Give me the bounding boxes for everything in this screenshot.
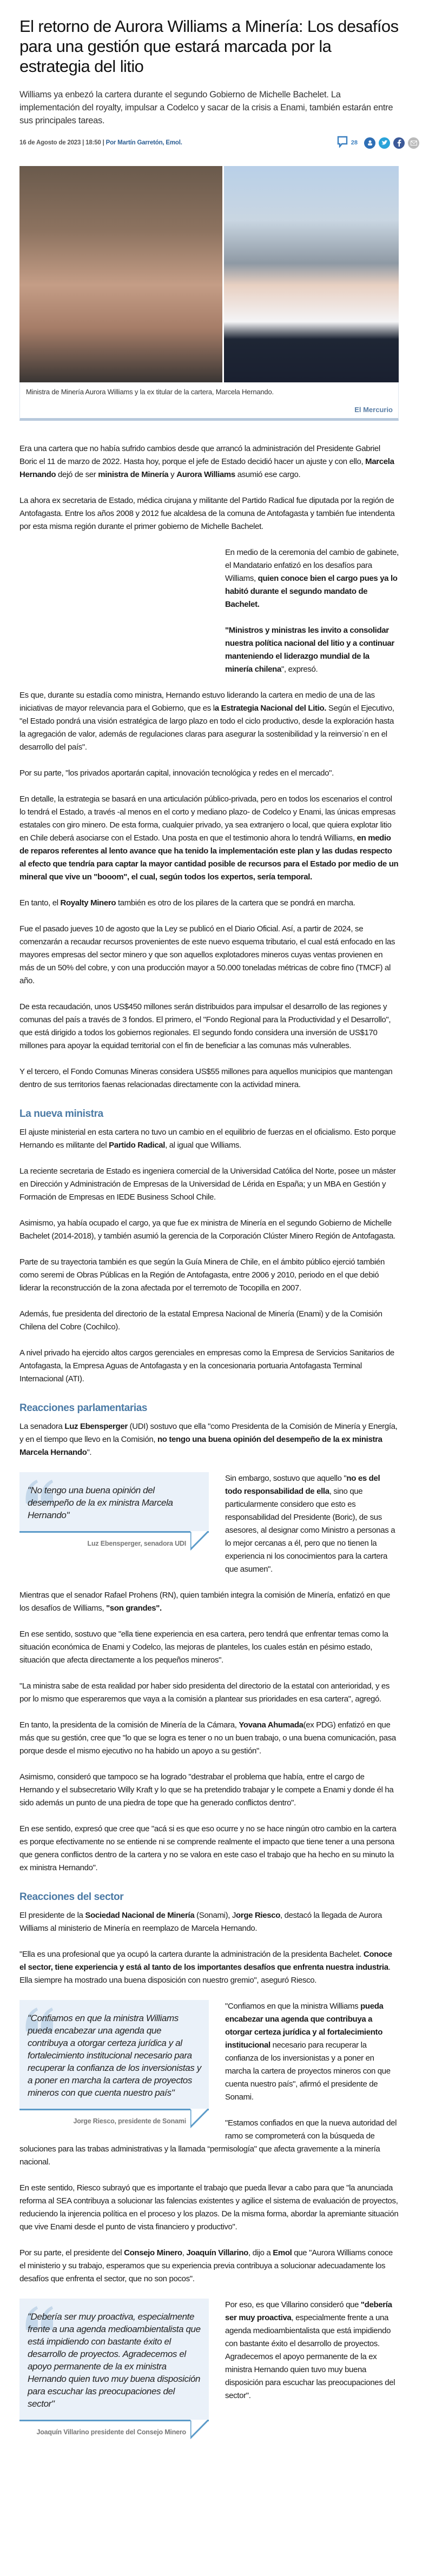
comment-count[interactable]: 28 xyxy=(351,140,358,146)
text: Es que, durante su estadía como ministra, Hernando estuvo liderando la cartera en medio de una de las iniciativas de mayor relevancia para el Gobierno, que es l xyxy=(19,691,375,713)
bold-text: pueda encabezar una agenda que contribuya a otorgar certeza jurídica y al fortalecimiento institucional xyxy=(225,2002,384,2050)
article-paragraph xyxy=(19,897,399,910)
article-paragraph xyxy=(19,1065,399,1091)
bold-text: Sociedad Nacional de Minería xyxy=(85,1911,195,1920)
community-icon[interactable] xyxy=(364,137,375,149)
article-subtitle: Williams ya enbezó la cartera durante el segundo Gobierno de Michelle Bachelet. La implementación del royalty, impulsar a Codelco y sacar de la crisis a Enami, también estarán entre sus principales tareas. xyxy=(19,90,393,125)
text: que "Aurora Williams conoce el ministerio y su trabajo, esperamos que su experiencia previa contribuya a solucionar adecuadamente los desafíos que enfrenta el sector, que no son pocos". xyxy=(19,2248,393,2283)
facebook-icon[interactable] xyxy=(393,137,405,149)
article-paragraph xyxy=(19,1948,399,1987)
bold-text: "Ministros y ministras les invito a consolidar nuestra política nacional del litio y a continuar manteniendo el liderazgo mundial de la minería chilena xyxy=(225,626,394,674)
text: "Estamos confiados en que la nueva autoridad del ramo se comprometerá con la búsqueda de soluciones para las trabas administrativas y la llamada “permisología" que afecta gravemente a la minería nacional. xyxy=(19,2118,397,2167)
text: En este sentido, Riesco subrayó que es importante el trabajo que pueda llevar a cabo para que "la anunciada reforma al SEA contribuya a solucionar las falencias existentes y agilice el sistema de evaluación de proyectos, reduciendo la injerencia política en el proceso y los plazos. De la misma forma, abordar la apremiante situación que vive Enami desde el punto de vista financiero y productivo". xyxy=(19,2183,399,2231)
article-paragraph xyxy=(19,1256,399,1295)
photo-aurora-williams xyxy=(222,166,399,382)
bold-text: Emol xyxy=(273,2248,292,2257)
text: Fue el pasado jueves 10 de agosto que la Ley se publicó en el Diario Oficial. Así, a partir de 2024, se comenzarán a recaudar recursos provenientes de este nuevo esquema tributario, el cual está enfocado en las mayores empresas del sector minero y que son aquellos explotadores mineros cuyas ventas provienen en más de un 50% del cobre, y con una producción mayor a 50.000 toneladas métricas de cobre fino (TMCF) al año. xyxy=(19,924,395,985)
text: En ese sentido, sostuvo que "ella tiene experiencia en esa cartera, pero tendrá que enfrentar temas como la situación económica de Enami y Codelco, las mejoras de planteles, los cuales están en pésimo estado, situación que afecta directamente a los pequeños mineros". xyxy=(19,1630,388,1665)
text: "Ella es una profesional que ya ocupó la cartera durante la administración de la presidenta Bachelet. xyxy=(19,1950,364,1959)
text: La senadora xyxy=(19,1422,65,1431)
article-paragraph xyxy=(19,689,399,754)
article-paragraph xyxy=(19,1308,399,1334)
comment-icon[interactable] xyxy=(337,136,348,150)
text: Asimismo, consideró que tampoco se ha logrado "destrabar el problema que había, entre el cargo de Hernando y el subsecretario Willy Kraft y lo que se ha pretendido trabajar y le compete a Enami y donde él ha sido además un punto de una piedra de tope que ha generado conflictos dentro". xyxy=(19,1772,394,1807)
text: "La ministra sabe de esta realidad por haber sido presidenta del directorio de la estatal con anterioridad, y es por lo mismo que esperaremos que vaya a la comisión a plantear sus prioridades en esa cartera", agregó. xyxy=(19,1681,390,1704)
text: y xyxy=(168,470,177,479)
pull-quote-box xyxy=(19,2000,209,2110)
bold-text: Luz Ebensperger xyxy=(64,1422,128,1431)
email-icon[interactable] xyxy=(408,137,419,149)
photo-marcela-hernando xyxy=(19,166,222,382)
article-paragraph xyxy=(19,1420,399,1459)
text: Asimismo, ya había ocupado el cargo, ya que fue ex ministra de Minería en el segundo Gobierno de Michelle Bachelet (2014-2018), y también asumió la gerencia de la Corporación Clúster Minero Región de Antofagasta. xyxy=(19,1219,395,1241)
bold-text: Partido Radical xyxy=(109,1141,166,1150)
text: . Ella siempre ha mostrado una buena disposición con nuestro gremio", aseguró Riesco. xyxy=(19,1963,391,1985)
article-paragraph xyxy=(19,1823,399,1875)
pull-quote xyxy=(19,1472,209,1560)
bold-text: "debería ser muy proactiva xyxy=(225,2300,392,2322)
article-paragraph xyxy=(19,1165,399,1204)
text: La ahora ex secretaria de Estado, médica cirujana y militante del Partido Radical fue diputada por la región de Antofagasta. Entre los años 2008 y 2012 fue alcaldesa de la comuna de Antofagasta y también fue intendenta por esta misma región durante el primer gobierno de Michelle Bachelet. xyxy=(19,496,395,531)
bold-text: Aurora Williams xyxy=(176,470,235,479)
twitter-icon[interactable] xyxy=(379,137,390,149)
text: , dijo a xyxy=(248,2248,273,2257)
text: A nivel privado ha ejercido altos cargos gerenciales en empresas como la Empresa de Servicios Sanitarios de Antofagasta, la Empresa Aguas de Antofagasta y en la concesionaria portuaria Antofagasta Terminal Internacional (ATI). xyxy=(19,1348,394,1383)
text: (UDI) sostuvo que ella "como Presidenta de la Comisión de Minería y Energía, y en el tiempo que llevo en la Comisión, xyxy=(19,1422,398,1444)
bold-text: Yovana Ahumada xyxy=(239,1720,303,1730)
bold-text: Joaquín Villarino xyxy=(186,2248,248,2257)
article-paragraph xyxy=(19,767,399,780)
bold-text: Royalty Minero xyxy=(60,898,116,908)
article-paragraph xyxy=(19,2247,399,2286)
text: (Sonami), J xyxy=(194,1911,236,1920)
text: En tanto, el xyxy=(19,898,61,908)
author-link[interactable]: Por Martín Garretón, Emol. xyxy=(105,140,182,146)
text: El presidente de la xyxy=(19,1911,85,1920)
article-image-figure xyxy=(19,166,399,421)
article-paragraph xyxy=(19,1909,399,1935)
photo-credit: El Mercurio xyxy=(354,406,393,414)
bold-text: no tengo una buena opinión del desempeño de la ex ministra Marcela Hernando xyxy=(19,1435,382,1457)
text: necesario para recuperar la confianza de los inversionistas y a poner en marcha la cartera de proyectos mineros con que cuenta nuestro país", afirmó el presidente de Sonami. xyxy=(225,2041,391,2102)
article-paragraph xyxy=(19,1680,399,1706)
bold-text: en medio de reparos referentes al lento avance que ha tenido la implementación este plan y las dudas respecto al efecto que tendría para captar la mayor cantidad posible de recursos para el Estado por medio de un mineral que vive un "booom", el cual, según todos los expertos, sería temporal. xyxy=(19,833,399,882)
bold-text: Consejo Minero xyxy=(124,2248,182,2257)
pull-quote-text: "Confiamos en que la ministra Williams pueda encabezar una agenda que contribuya a otorgar certeza jurídica y al fortalecimiento institucional necesario para recuperar la confianza de los inversionistas y a poner en marcha la cartera de proyectos mineros con que cuenta nuestro país" xyxy=(28,2013,201,2098)
article-paragraph xyxy=(19,923,399,988)
speech-tail-icon xyxy=(190,1531,209,1551)
article-title: El retorno de Aurora Williams a Minería: Los desafíos para una gestión que estará marcada por la estrategia del litio xyxy=(19,17,399,76)
text: (ex PDG) enfatizó en que más que su gestión, cree que "lo que se logra es tener o no un buen trabajo, o una buena comunicación, pasa porque desde el mismo ejecutivo no ha habido un apoyo a su gestión". xyxy=(19,1720,396,1756)
text: , especialmente frente a una agenda medioambientalista que está impidiendo con bastante éxito el desarrollo de proyectos. Agradecemos el apoyo permanente de la ex ministra Hernando quien tuvo muy buena disposición para escuchar las preocupaciones del sector". xyxy=(225,2313,395,2400)
section-heading: Reacciones parlamentarias xyxy=(19,1402,148,1414)
text: ". xyxy=(87,1448,92,1457)
section-heading: Reacciones del sector xyxy=(19,1891,124,1903)
pull-quote-box xyxy=(19,1472,209,1533)
bold-text: Conoce el sector, tiene experiencia y está al tanto de los importantes desafíos que enfrenta nuestra industria xyxy=(19,1950,392,1972)
text: asumió ese cargo. xyxy=(235,470,301,479)
text: , al igual que Williams. xyxy=(165,1141,241,1150)
article-paragraph xyxy=(19,1771,399,1810)
dateline: 16 de Agosto de 2023 | 18:50 | xyxy=(19,140,106,146)
text: En tanto, la presidenta de la comisión de Minería de la Cámara, xyxy=(19,1720,239,1730)
article-paragraph xyxy=(19,1001,399,1052)
bold-text: quien conoce bien el cargo pues ya lo habitó durante el segundo mandato de Bachelet. xyxy=(225,574,398,609)
pull-quote-author: Joaquín Villarino presidente del Consejo Minero xyxy=(36,2428,186,2436)
ad-placeholder xyxy=(19,546,209,681)
bold-text: "son grandes". xyxy=(106,1604,162,1613)
text: La reciente secretaria de Estado es ingeniera comercial de la Universidad Católica del Norte, posee un máster en Dirección y Administración de Empresas de la Universidad de Lérida en España; y un MBA en Gestión y Formación de Empresas en IEDE Business School Chile. xyxy=(19,1167,396,1202)
section-heading: La nueva ministra xyxy=(19,1108,103,1120)
text: Y el tercero, el Fondo Comunas Mineras considera US$55 millones para aquellos municipios que mantengan dentro de sus territorios faenas relacionadas directamente con la actividad minera. xyxy=(19,1067,393,1089)
article-paragraph xyxy=(19,494,399,533)
text: En detalle, la estrategia se basará en una articulación público-privada, pero en todos los escenarios el control lo tendrá el Estado, a través -al menos en el corto y mediano plazo- de Codelco y Enami, las únicas empresas estatales con giro minero. De esta forma, cualquier privado, ya sea extranjero o local, que quiera explotar litio en Chile deberá asociarse con el Estado. Una posta en que el testimonio ahora lo tendrá Williams, xyxy=(19,794,396,843)
article-paragraph xyxy=(19,793,399,884)
article-paragraph xyxy=(19,1126,399,1152)
text: ", expresó. xyxy=(281,665,318,674)
text: también es otro de los pilares de la cartera que se pondrá en marcha. xyxy=(116,898,355,908)
text: Según el Ejecutivo, "el Estado pondrá una visión estratégica de largo plazo en todo el ciclo productivo, desde la exploración hasta la agregación de valor, además de regulaciones claras para asegurar la sostenibilidad y la reinversio´n en el desarrollo del país". xyxy=(19,704,394,752)
text: Además, fue presidenta del directorio de la estatal Empresa Nacional de Minería (Enami) y de la Comisión Chilena del Cobre (Cochilco). xyxy=(19,1309,382,1332)
article-paragraph xyxy=(19,1217,399,1243)
text: Por eso, es que Villarino consideró que xyxy=(225,2300,361,2309)
speech-tail-icon xyxy=(190,2109,209,2128)
speech-tail-icon xyxy=(190,2420,209,2439)
pull-quote-author: Luz Ebensperger, senadora UDI xyxy=(87,1540,186,1547)
text: Sin embargo, sostuvo que aquello " xyxy=(225,1474,347,1483)
bold-text: a Estrategia Nacional del Litio. xyxy=(214,704,327,713)
article-paragraph xyxy=(19,1589,399,1615)
text: En medio de la ceremonia del cambio de gabinete, el Mandatario enfatizó en los desafíos para Williams, xyxy=(225,548,399,583)
bold-text: Marcela Hernando xyxy=(19,457,394,479)
text: De esta recaudación, unos US$450 millones serán distribuidos para impulsar el desarrollo de las regiones y comunas del país a través de 3 fondos. El primero, el "Fondo Regional para la Productividad y el Desarrollo", que está dirigido a todos los gobiernos regionales. El segundo fondo considera una inversión de US$170 millones para apoyar la equidad territorial con el fin de beneficiar a las comunas más vulnerables. xyxy=(19,1002,391,1050)
bold-text: ministra de Minería xyxy=(98,470,169,479)
text: El ajuste ministerial en esta cartera no tuvo un cambio en el equilibrio de fuerzas en el oficialismo. Esto porque Hernando es militante del xyxy=(19,1128,396,1150)
pull-quote xyxy=(19,2299,209,2448)
text: dejó de ser xyxy=(56,470,98,479)
pull-quote xyxy=(19,2000,209,2137)
share-bar xyxy=(337,136,419,150)
pull-quote-text: "Debería ser muy proactiva, especialmente frente a una agenda medioambientalista que está impidiendo con bastante éxito el desarrollo de proyectos. Agradecemos el apoyo permanente de la ex ministra Hernando quien tuvo muy buena disposición para escuchar las preocupaciones del sector" xyxy=(28,2312,201,2409)
image-caption xyxy=(19,382,399,421)
text: Por su parte, el presidente del xyxy=(19,2248,124,2257)
bold-text: no es del todo responsabilidad de ella xyxy=(225,1474,380,1496)
article-paragraph xyxy=(19,442,399,481)
text: , xyxy=(182,2248,187,2257)
article-photo[interactable] xyxy=(19,166,399,382)
article-meta xyxy=(19,135,399,151)
bold-text: orge Riesco xyxy=(236,1911,281,1920)
text: Era una cartera que no había sufrido cambios desde que arrancó la administración del Presidente Gabriel Boric el 11 de marzo de 2022. Hasta hoy, porque el jefe de Estado decidió hacer un ajuste y con ello, xyxy=(19,444,380,466)
article-paragraph xyxy=(19,1719,399,1758)
article-body xyxy=(19,442,399,2454)
text: En ese sentido, expresó que cree que "acá si es que eso ocurre y no se hace ningún otro cambio en la cartera es porque efectivamente no se entiende ni se comprende realmente el impacto que tiene tener a una persona que genera conflictos dentro de la cartera y no se valora en este caso el trabajo que ha hecho en su minuto la ex ministra Hernando". xyxy=(19,1824,397,1872)
text: , destacó la llegada de Aurora Williams al ministerio de Minería en reemplazo de Marcela Hernando. xyxy=(19,1911,382,1933)
pull-quote-author: Jorge Riesco, presidente de Sonami xyxy=(73,2117,186,2125)
caption-text: Ministra de Minería Aurora Williams y la ex titular de la cartera, Marcela Hernando. xyxy=(26,388,274,396)
text: Por su parte, "los privados aportarán capital, innovación tecnológica y redes en el mercado". xyxy=(19,769,334,778)
text: "Confiamos en que la ministra Williams xyxy=(225,2002,361,2011)
text: Mientras que el senador Rafael Prohens (RN), quien también integra la comisión de Minería, enfatizó en que los desafíos de Williams, xyxy=(19,1591,390,1613)
pull-quote-text: "No tengo una buena opinión del desempeño de la ex ministra Marcela Hernando" xyxy=(28,1485,173,1520)
article-paragraph xyxy=(19,1628,399,1667)
text: Parte de su trayectoria también es que según la Guía Minera de Chile, en el ámbito público ejerció también como seremi de Obras Públicas en la Región de Antofagasta, entre 2006 y 2010, periodo en el que debió liderar la reconstrucción de la zona afectada por el terremoto de Tocopilla en 2007. xyxy=(19,1257,385,1293)
article-paragraph xyxy=(19,2182,399,2234)
article-paragraph xyxy=(19,1347,399,1386)
text: , sino que particularmente considero que esto es responsabilidad del Presidente (Boric), de sus asesores, al designar como Ministro a personas a lo mejor cercanas a él, pero que no tienen la experiencia ni los conocimientos para la cartera que asumen". xyxy=(225,1487,395,1574)
pull-quote-box xyxy=(19,2299,209,2421)
